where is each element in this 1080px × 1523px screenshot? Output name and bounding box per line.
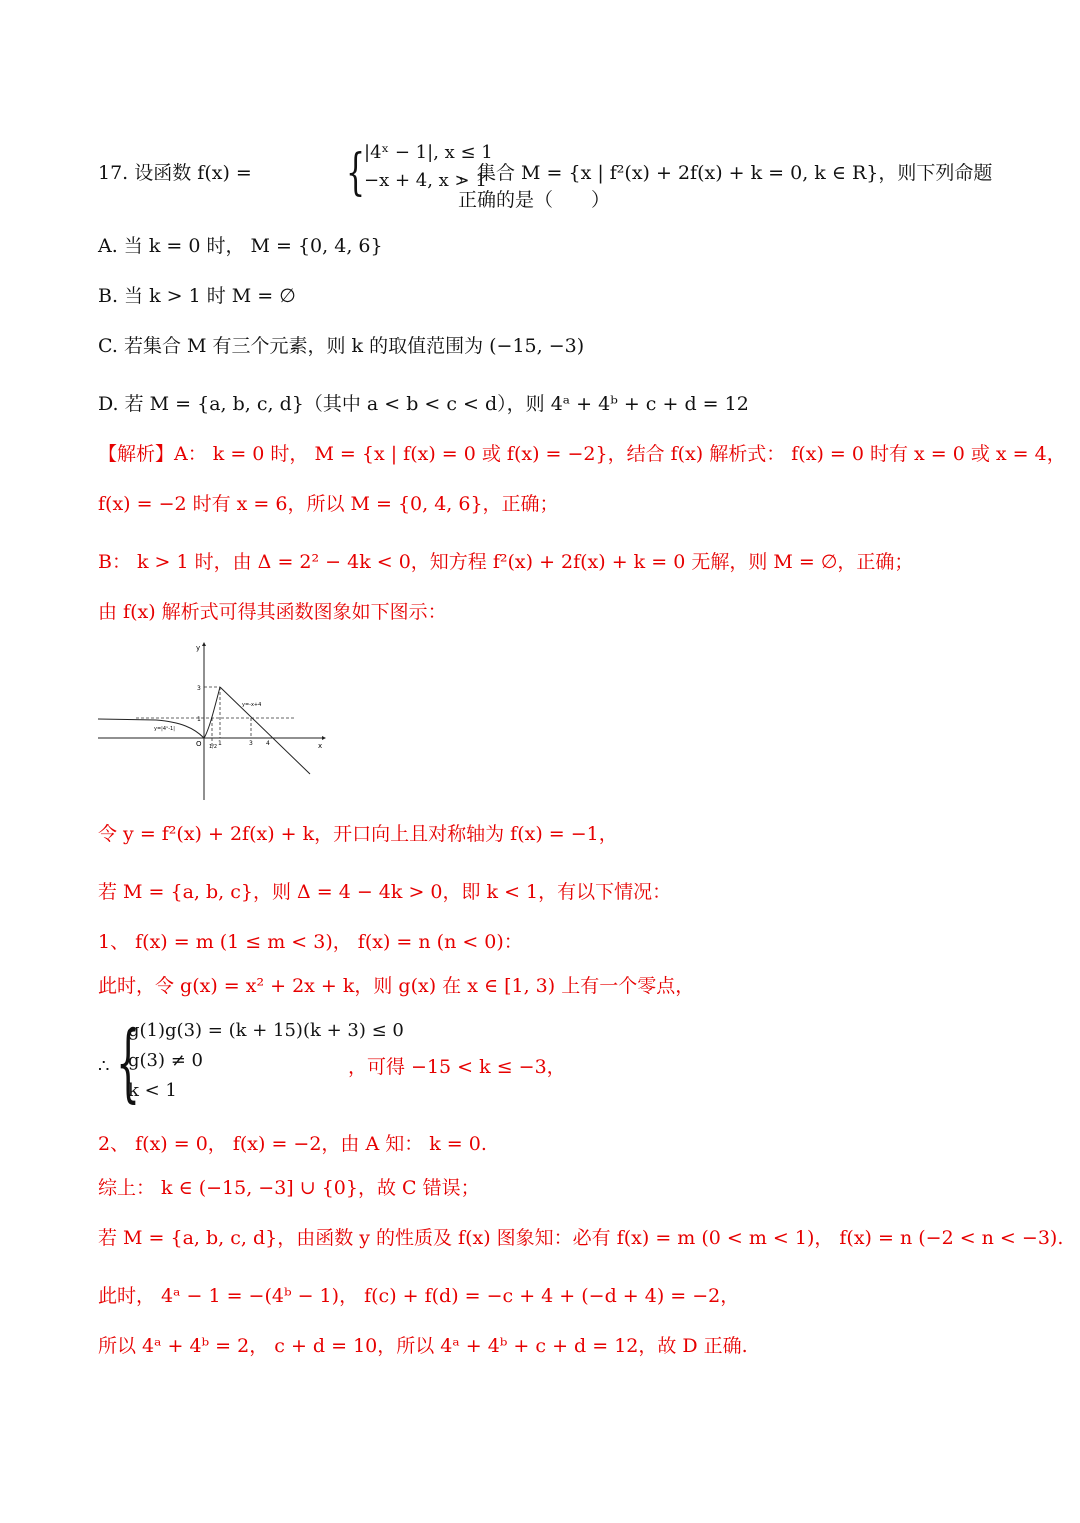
solution-summary-c: 综上： k ∈ (−15, −3] ∪ {0}，故 C 错误； <box>98 1177 480 1199</box>
option-b: B. 当 k > 1 时 M = ∅ <box>98 285 296 307</box>
piecewise-case-2: −x + 4, x > 1 <box>364 170 487 191</box>
tick-x-half: 1/2 <box>209 744 218 750</box>
question-prefix: 17. 设函数 f(x) = <box>98 162 252 184</box>
option-d: D. 若 M = {a, b, c, d}（其中 a < b < c < d），则 4ᵃ + 4ᵇ + c + d = 12 <box>98 393 749 415</box>
x-axis-label: x <box>318 742 323 750</box>
tick-y-3: 3 <box>197 685 201 692</box>
solution-d-line-2: 此时， 4ᵃ − 1 = −(4ᵇ − 1)， f(c) + f(d) = −c + 4 + (−d + 4) = −2， <box>98 1285 740 1307</box>
solution-a-line-2: f(x) = −2 时有 x = 6，所以 M = {0, 4, 6}，正确； <box>98 493 559 515</box>
x-axis-arrow <box>322 736 326 740</box>
piecewise-case-1: |4ˣ − 1|, x ≤ 1 <box>364 142 493 163</box>
y-axis-label: y <box>196 644 201 652</box>
therefore-symbol: ∴ <box>98 1056 110 1077</box>
solution-d-line-1: 若 M = {a, b, c, d}，由函数 y 的性质及 f(x) 图象知：必有 f(x) = m (0 < m < 1)， f(x) = n (−2 < n < −3). <box>98 1227 1064 1249</box>
system-row-2: g(3) ≠ 0 <box>128 1050 203 1071</box>
function-graph <box>96 640 326 802</box>
system-conclusion: ，可得 −15 < k ≤ −3， <box>348 1056 566 1078</box>
solution-b: B： k > 1 时，由 Δ = 2² − 4k < 0，知方程 f²(x) + 2f(x) + k = 0 无解，则 M = ∅，正确； <box>98 551 914 573</box>
solution-case-2: 2、 f(x) = 0， f(x) = −2，由 A 知： k = 0. <box>98 1133 487 1155</box>
tick-y-1: 1 <box>197 716 201 723</box>
solution-graph-intro: 由 f(x) 解析式可得其函数图象如下图示： <box>98 601 447 623</box>
tick-x-3: 3 <box>249 740 253 747</box>
solution-three-elements: 若 M = {a, b, c}，则 Δ = 4 − 4k > 0，即 k < 1，有以下情况： <box>98 881 672 903</box>
question-suffix: ，集合 M = {x | f²(x) + 2f(x) + k = 0, k ∈ R}，则下列命题正确的是（ ） <box>458 162 993 211</box>
solution-case-1: 1、 f(x) = m (1 ≤ m < 3)， f(x) = n (n < 0)： <box>98 931 523 953</box>
solution-quadratic: 令 y = f²(x) + 2f(x) + k，开口向上且对称轴为 f(x) = −1， <box>98 823 618 845</box>
solution-a-line-1: 【解析】A： k = 0 时， M = {x | f(x) = 0 或 f(x) = −2}，结合 f(x) 解析式： f(x) = 0 时有 x = 0 或 x = 4， <box>98 443 1066 465</box>
tick-x-4: 4 <box>266 740 270 747</box>
option-a: A. 当 k = 0 时， M = {0, 4, 6} <box>98 235 383 257</box>
piecewise-brace: { <box>346 143 366 201</box>
system-row-3: k < 1 <box>128 1080 177 1101</box>
question-stem <box>98 140 998 211</box>
tick-x-1: 1 <box>218 740 222 747</box>
curve-label-left: y=|4ˣ-1| <box>154 726 175 732</box>
option-c: C. 若集合 M 有三个元素，则 k 的取值范围为 (−15, −3) <box>98 335 585 357</box>
system-row-1: g(1)g(3) = (k + 15)(k + 3) ≤ 0 <box>128 1020 404 1041</box>
inequality-system <box>98 1013 998 1111</box>
solution-case-1-detail: 此时，令 g(x) = x² + 2x + k，则 g(x) 在 x ∈ [1, 3) 上有一个零点， <box>98 975 695 997</box>
curve-label-right: y=-x+4 <box>242 702 262 708</box>
solution-d-line-3: 所以 4ᵃ + 4ᵇ = 2， c + d = 10，所以 4ᵃ + 4ᵇ + c + d = 12，故 D 正确. <box>98 1335 748 1357</box>
curve-line-branch <box>220 687 310 774</box>
y-axis-arrow <box>202 642 206 646</box>
system-brace: { <box>116 1013 141 1111</box>
origin-label: O <box>196 740 202 748</box>
